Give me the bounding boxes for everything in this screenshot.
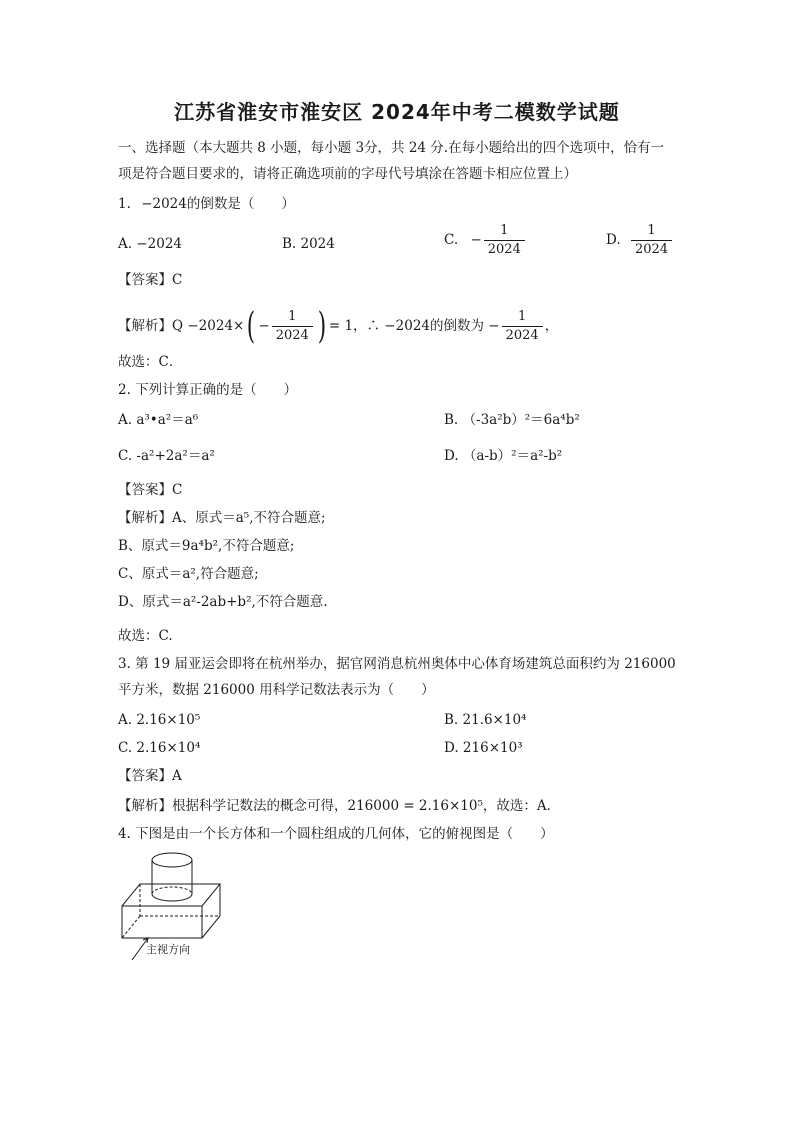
fraction-numerator: 1 <box>500 223 509 238</box>
question-1-analysis <box>118 305 559 347</box>
option-c-sign: − <box>470 232 482 248</box>
analysis-fraction <box>272 308 313 345</box>
analysis-label: 【解析】 <box>118 318 172 334</box>
option-a: A. 2.16×10⁵ <box>118 712 201 728</box>
question-1-expression: −2024 <box>141 196 187 212</box>
analysis-expression-start: Q −2024× <box>172 318 245 334</box>
section-instructions-line2: 项是符合题目要求的，请将正确选项前的字母代号填涂在答题卡相应位置上） <box>118 166 577 182</box>
cylinder-top-ellipse <box>152 853 192 867</box>
right-paren: ) <box>317 305 327 347</box>
fraction-numerator: 1 <box>518 309 527 324</box>
option-d-label: D. <box>606 232 621 248</box>
question-1-conclusion: 故选：C． <box>118 354 183 370</box>
option-a: A. a³•a²＝a⁶ <box>118 412 199 428</box>
fraction-denominator: 2024 <box>631 240 672 259</box>
question-2-analysis-1: 【解析】A、原式＝a⁵,不符合题意; <box>118 510 326 526</box>
analysis-fraction-2 <box>502 308 543 345</box>
option-d-fraction <box>631 222 672 259</box>
analysis-expression-mid: = 1，∴ −2024的倒数为 − <box>328 318 500 334</box>
page-title: 江苏省淮安市淮安区 2024年中考二模数学试题 <box>174 100 620 124</box>
option-c-label: C. <box>444 232 459 248</box>
cuboid-front-face <box>122 906 202 938</box>
question-2-analysis-3: C、原式＝a²,符合题意; <box>118 566 259 582</box>
option-c: C. -a²+2a²＝a² <box>118 448 215 464</box>
question-number: 1. <box>118 196 131 212</box>
fraction-denominator: 2024 <box>272 326 313 345</box>
fraction-numerator: 1 <box>647 223 656 238</box>
question-3-analysis: 【解析】根据科学记数法的概念可得，216000 = 2.16×10⁵，故选：A． <box>118 798 561 814</box>
option-d <box>606 222 674 259</box>
view-direction-label: 主视方向 <box>146 943 190 956</box>
question-3-stem-line1: 3. 第 19 届亚运会即将在杭州举办，据官网消息杭州奥体中心体育场建筑总面积约为 216000 <box>118 656 676 672</box>
option-b: B. 21.6×10⁴ <box>444 712 527 728</box>
question-2-conclusion: 故选：C. <box>118 628 173 644</box>
question-2-analysis-2: B、原式＝9a⁴b²,不符合题意; <box>118 538 295 554</box>
option-b: B. 2024 <box>282 236 335 252</box>
cylinder-bottom-hidden-arc <box>152 887 192 894</box>
cuboid-hidden-edges <box>122 884 220 938</box>
cuboid-right-face <box>202 884 220 938</box>
option-d: D. （a-b）²＝a²-b² <box>444 448 563 464</box>
fraction-numerator: 1 <box>288 309 297 324</box>
option-b: B. （-3a²b）²＝6a⁴b² <box>444 412 580 428</box>
option-d: D. 216×10³ <box>444 740 523 756</box>
option-c-fraction <box>484 222 525 259</box>
fraction-denominator: 2024 <box>502 326 543 345</box>
option-c: C. 2.16×10⁴ <box>118 740 201 756</box>
fraction-denominator: 2024 <box>484 240 525 259</box>
question-2-stem: 2. 下列计算正确的是（ ） <box>118 382 298 398</box>
section-instructions-line1: 一、选择题（本大题共 8 小题，每小题 3分，共 24 分.在每小题给出的四个选项中，恰有一 <box>118 140 665 156</box>
analysis-expression-end: ， <box>544 318 559 334</box>
option-a: A. −2024 <box>118 236 182 252</box>
question-1-stem <box>118 194 295 214</box>
question-3-answer: 【答案】A <box>118 768 182 784</box>
option-c <box>444 222 527 259</box>
cylinder-bottom-front-arc <box>152 894 192 901</box>
question-1-text: 的倒数是（ ） <box>186 196 295 212</box>
question-2-answer: 【答案】C <box>118 482 183 498</box>
question-3-stem-line2: 平方米，数据 216000 用科学记数法表示为（ ） <box>118 682 435 698</box>
question-2-analysis-4: D、原式＝a²-2ab+b²,不符合题意. <box>118 594 328 610</box>
question-4-stem: 4. 下图是由一个长方体和一个圆柱组成的几何体，它的俯视图是（ ） <box>118 826 554 842</box>
analysis-minus: − <box>258 318 270 334</box>
question-1-answer: 【答案】C <box>118 272 183 288</box>
left-paren: ( <box>247 305 256 347</box>
